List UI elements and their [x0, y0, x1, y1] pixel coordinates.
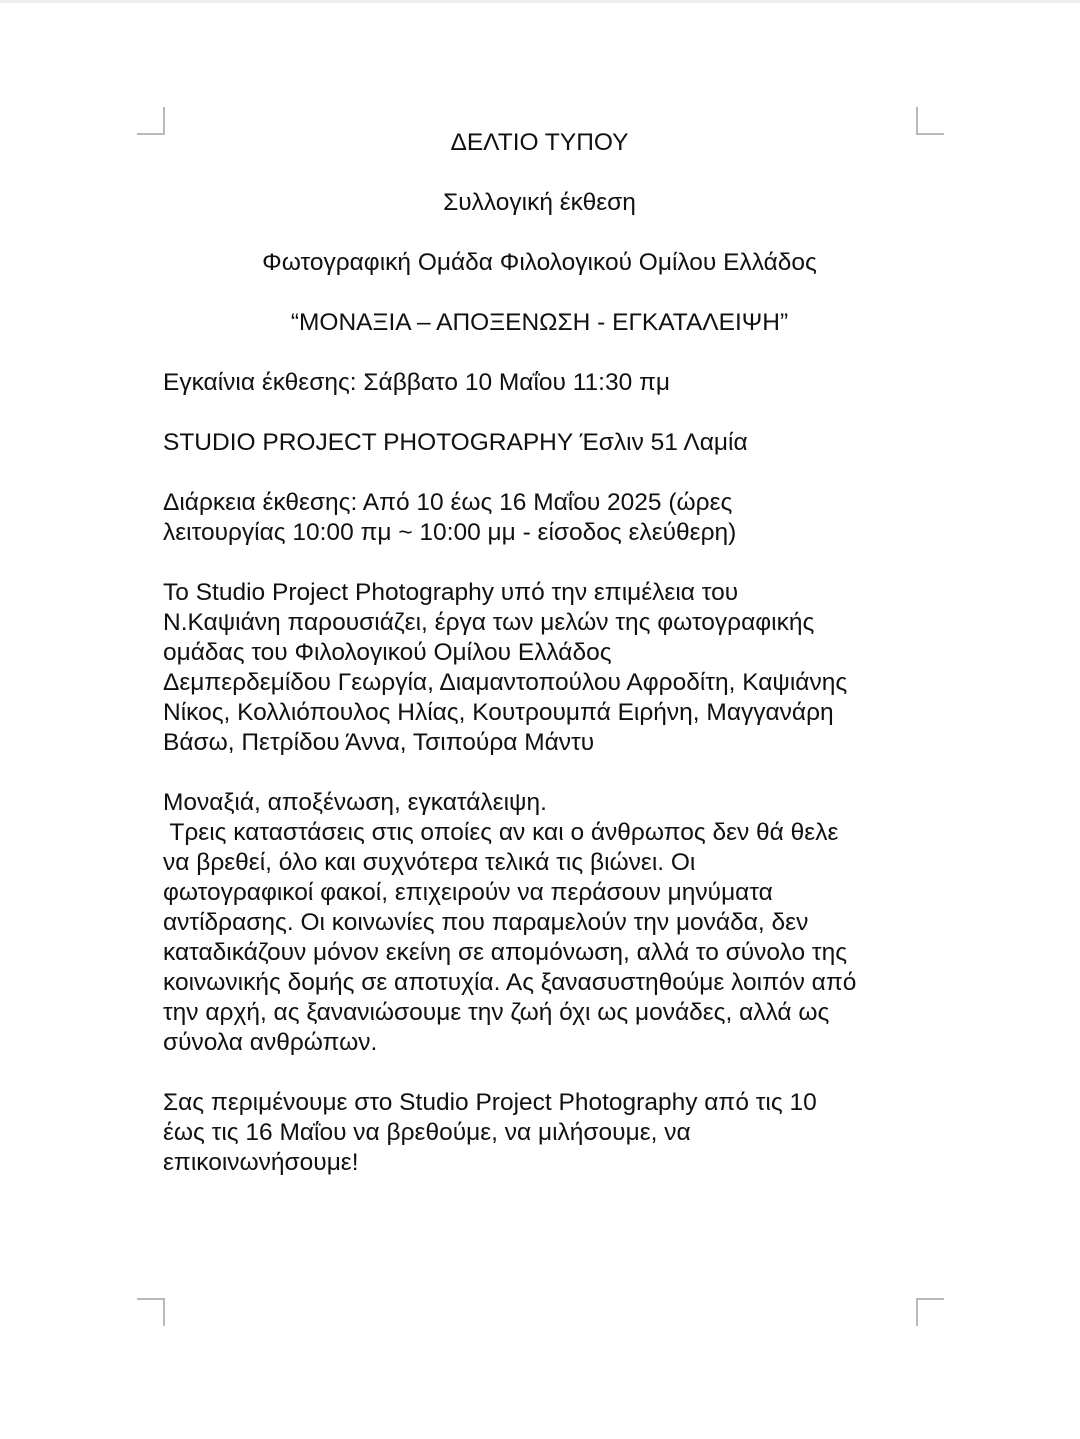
- intro-line: Το Studio Project Photography υπό την επιμέλεια του: [163, 579, 739, 606]
- closing-line: επικοινωνήσουμε!: [163, 1149, 359, 1176]
- theme-line: Μοναξιά, αποξένωση, εγκατάλειψη.: [163, 789, 547, 816]
- duration-line: λειτουργίας 10:00 πμ ~ 10:00 μμ - είσοδος ελεύθερη): [163, 519, 737, 546]
- intro-line: Ν.Καψιάνη παρουσιάζει, έργα των μελών της φωτογραφικής: [163, 609, 815, 636]
- margin-corner-bottom-right: [916, 1298, 944, 1326]
- theme-line: την αρχή, ας ξανανιώσουμε την ζωή όχι ως μονάδες, αλλά ως: [163, 999, 830, 1026]
- intro-line: Βάσω, Πετρίδου Άννα, Τσιπούρα Μάντυ: [163, 729, 595, 756]
- closing-line: έως τις 16 Μαΐου να βρεθούμε, να μιλήσουμε, να: [163, 1119, 691, 1146]
- theme-line: να βρεθεί, όλο και συχνότερα τελικά τις βιώνει. Οι: [163, 849, 696, 876]
- theme-line: αντίδρασης. Οι κοινωνίες που παραμελούν την μονάδα, δεν: [163, 909, 809, 936]
- document-title: ΔΕΛΤΙΟ ΤΥΠΟΥ: [450, 129, 629, 156]
- duration-paragraph: [163, 488, 923, 548]
- organizer-line: Φωτογραφική Ομάδα Φιλολογικού Ομίλου Ελλάδος: [262, 249, 817, 276]
- margin-corner-bottom-left: [137, 1298, 165, 1326]
- closing-paragraph: [163, 1088, 923, 1178]
- closing-line: Σας περιμένουμε στο Studio Project Photography από τις 10: [163, 1089, 817, 1116]
- margin-corner-top-left: [137, 107, 165, 135]
- document-subtitle: Συλλογική έκθεση: [443, 189, 636, 216]
- intro-line: Δεμπερδεμίδου Γεωργία, Διαμαντοπούλου Αφροδίτη, Καψιάνης: [163, 669, 848, 696]
- theme-line: κοινωνικής δομής σε αποτυχία. Ας ξανασυστηθούμε λοιπόν από: [163, 969, 857, 996]
- theme-line: καταδικάζουν μόνον εκείνη σε απομόνωση, αλλά το σύνολο της: [163, 939, 848, 966]
- intro-line: Νίκος, Κολλιόπουλος Ηλίας, Κουτρουμπά Ειρήνη, Μαγγανάρη: [163, 699, 834, 726]
- theme-line: φωτογραφικοί φακοί, επιχειρούν να περάσουν μηνύματα: [163, 879, 773, 906]
- intro-line: ομάδας του Φιλολογικού Ομίλου Ελλάδος: [163, 639, 612, 666]
- venue-line: STUDIO PROJECT PHOTOGRAPHY Έσλιν 51 Λαμία: [163, 429, 748, 456]
- intro-paragraph: [163, 578, 923, 758]
- duration-line: Διάρκεια έκθεσης: Από 10 έως 16 Μαΐου 2025 (ώρες: [163, 489, 733, 516]
- exhibition-name: “ΜΟΝΑΞΙΑ – ΑΠΟΞΕΝΩΣΗ - ΕΓΚΑΤΑΛΕΙΨΗ”: [290, 309, 789, 336]
- document-body: [163, 128, 923, 1208]
- theme-paragraph: [163, 788, 923, 1058]
- theme-line: Τρεις καταστάσεις στις οποίες αν και ο άνθρωπος δεν θά θελε: [163, 819, 839, 846]
- opening-line: Εγκαίνια έκθεσης: Σάββατο 10 Μαΐου 11:30 πμ: [163, 369, 671, 396]
- theme-line: σύνολα ανθρώπων.: [163, 1029, 378, 1056]
- page-top-edge: [0, 0, 1080, 3]
